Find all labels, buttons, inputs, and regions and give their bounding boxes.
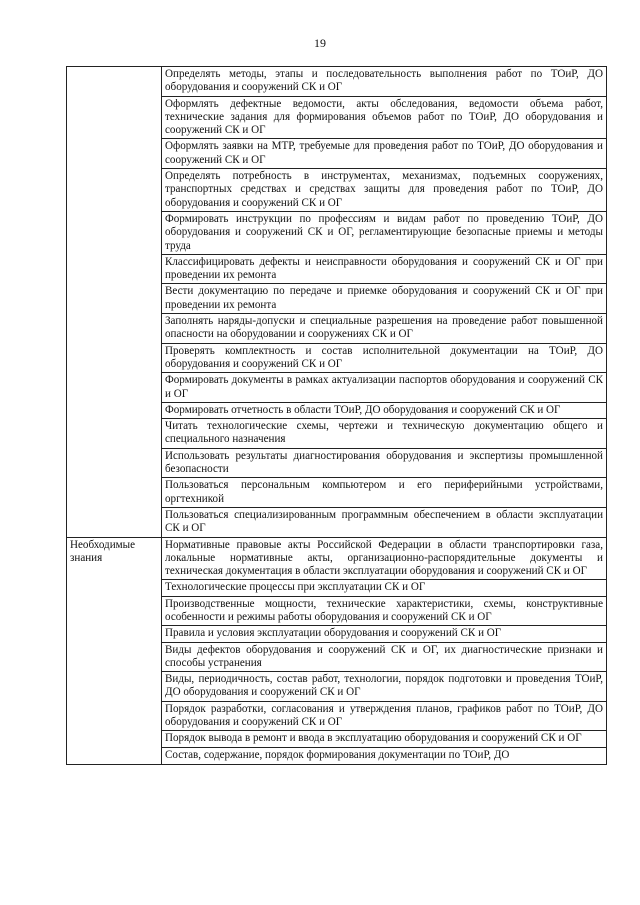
- knowledge-item: Технологические процессы при эксплуатации СК и ОГ: [162, 580, 607, 596]
- skill-item: Читать технологические схемы, чертежи и техническую документацию общего и специального назначения: [162, 419, 607, 449]
- skill-item: Определять методы, этапы и последовательность выполнения работ по ТОиР, ДО оборудования и сооружений СК и ОГ: [162, 67, 607, 97]
- knowledge-item: Производственные мощности, технические характеристики, схемы, конструктивные особенности и режимы работы оборудования и сооружений СК и ОГ: [162, 596, 607, 626]
- skill-item: Использовать результаты диагностирования оборудования и экспертизы промышленной безопасности: [162, 448, 607, 478]
- knowledge-item: Виды, периодичность, состав работ, технологии, порядок подготовки и проведения ТОиР, ДО оборудования и сооружений СК и ОГ: [162, 672, 607, 702]
- skill-item: Проверять комплектность и состав исполнительной документации на ТОиР, ДО оборудования и сооружений СК и ОГ: [162, 343, 607, 373]
- knowledge-item: [162, 747, 607, 764]
- skill-item: Формировать отчетность в области ТОиР, ДО оборудования и сооружений СК и ОГ: [162, 402, 607, 418]
- skill-item: Пользоваться специализированным программным обеспечением в области эксплуатации СК и ОГ: [162, 507, 607, 537]
- skill-item: Оформлять дефектные ведомости, акты обследования, ведомости объема работ, технические задания для формирования объемов работ по ТОиР, ДО оборудования и сооружений СК и ОГ: [162, 96, 607, 139]
- table-row: [67, 537, 607, 580]
- skill-item: Заполнять наряды-допуски и специальные разрешения на проведение работ повышенной опасности на оборудовании и сооружениях СК и ОГ: [162, 314, 607, 344]
- knowledge-label: Необходимые знания: [70, 538, 136, 564]
- knowledge-item: Нормативные правовые акты Российской Федерации в области транспортировки газа, локальные нормативные акты, организационно-распорядительные документы и техническая документация в области эксплуатации оборудования и сооружений СК и ОГ: [162, 537, 607, 580]
- table-row: [67, 67, 607, 97]
- skills-label-cell: [67, 67, 162, 538]
- knowledge-item: Порядок вывода в ремонт и ввода в эксплуатацию оборудования и сооружений СК и ОГ: [162, 731, 607, 747]
- skill-item: Классифицировать дефекты и неисправности оборудования и сооружений СК и ОГ при проведении их ремонта: [162, 254, 607, 284]
- competency-table: [66, 66, 607, 765]
- knowledge-item: Правила и условия эксплуатации оборудования и сооружений СК и ОГ: [162, 626, 607, 642]
- skill-item: Формировать инструкции по профессиям и видам работ по проведению ТОиР, ДО оборудования и сооружений СК и ОГ, регламентирующие безопасные приемы и методы труда: [162, 211, 607, 254]
- skill-item: Формировать документы в рамках актуализации паспортов оборудования и сооружений СК и ОГ: [162, 373, 607, 403]
- page-number: 19: [314, 36, 326, 50]
- knowledge-label-cell: [67, 537, 162, 764]
- skill-item: Определять потребность в инструментах, механизмах, подъемных сооружениях, транспортных средствах и средствах защиты для проведения работ по ТОиР, ДО оборудования и сооружений СК и ОГ: [162, 169, 607, 212]
- knowledge-item-text: Состав, содержание, порядок формирования документации по ТОиР, ДО: [165, 748, 510, 761]
- knowledge-item: Порядок разработки, согласования и утверждения планов, графиков работ по ТОиР, ДО оборудования и сооружений СК и ОГ: [162, 701, 607, 731]
- knowledge-item: Виды дефектов оборудования и сооружений СК и ОГ, их диагностические признаки и способы устранения: [162, 642, 607, 672]
- skill-item: Пользоваться персональным компьютером и его периферийными устройствами, оргтехникой: [162, 478, 607, 508]
- skill-item: Вести документацию по передаче и приемке оборудования и сооружений СК и ОГ при проведении их ремонта: [162, 284, 607, 314]
- skill-item: Оформлять заявки на МТР, требуемые для проведения работ по ТОиР, ДО оборудования и сооружений СК и ОГ: [162, 139, 607, 169]
